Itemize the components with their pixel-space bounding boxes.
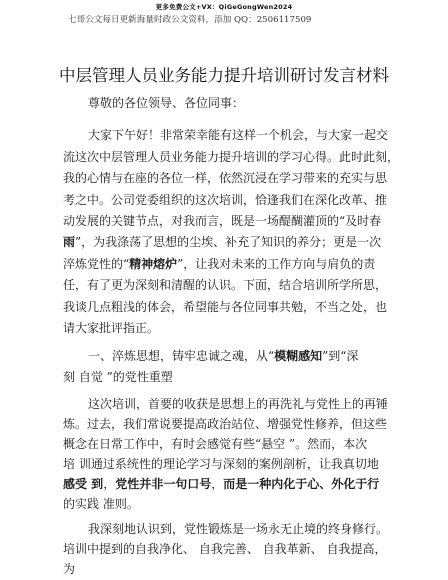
- emphasis-text: 感受 到: [63, 477, 104, 491]
- text-segment: ，: [211, 477, 224, 491]
- body-line: [63, 417, 387, 431]
- body-line: [63, 437, 367, 451]
- text-segment: 概念在日常工作中，有时会感觉有些“悬空 ”。然而，本次: [63, 437, 368, 451]
- text-segment: 我的心情与在座的各位一样，依然沉浸在学习带来的充实与思: [63, 171, 388, 185]
- text-segment: 我谈几点粗浅的体会，希望能与各位同事共勉，不当之处，也: [63, 300, 388, 314]
- body-line: [63, 457, 379, 471]
- text-segment: 动发展的关键节点，对我而言，既是一场醍醐灌顶的“及时春: [63, 214, 382, 228]
- text-segment: 任，有了更为深刻和清醒的认识。下面，结合培训所学所思，: [63, 278, 388, 292]
- body-line: [63, 278, 387, 292]
- body-line: [88, 128, 388, 142]
- emphasis-text: 精神熔炉: [129, 257, 178, 271]
- body-line: [63, 477, 379, 491]
- emphasis-text: 党性并非一句口号: [115, 477, 212, 491]
- text-segment: 流这次中层管理人员业务能力提升培训的学习心得。此时此刻，: [63, 150, 400, 164]
- text-segment: 淬炼党性的“: [63, 257, 130, 271]
- body-line: [63, 542, 386, 556]
- body-line: [88, 522, 388, 536]
- text-segment: 这次培训，首要的收获是思想上的再洗礼与党性上的再锤: [88, 397, 389, 411]
- text-segment: 请大家批评指正。: [63, 321, 160, 335]
- body-line: [63, 150, 399, 164]
- text-segment: ，: [103, 477, 116, 491]
- emphasis-text: 模糊感知: [274, 349, 323, 363]
- body-line: [63, 300, 387, 314]
- text-segment: 刻 自觉 ”的党性重塑: [63, 370, 173, 384]
- body-line: [63, 497, 139, 511]
- text-segment: 考之中。公司党委组织的这次培训，恰逢我们在深化改革、推: [63, 193, 388, 207]
- section-heading: [88, 349, 358, 363]
- text-segment: 炼。过去，我们常说要提高政治站位、增强党性修养，但这些: [63, 417, 388, 431]
- text-segment: 的实践 准则。: [63, 497, 139, 511]
- text-segment: 大家下午好！非常荣幸能有这样一个机会，与大家一起交: [88, 128, 389, 142]
- section-heading: [63, 370, 173, 384]
- text-segment: 我深刻地认识到，党性锻炼是一场永无止境的终身修行。: [88, 522, 389, 536]
- body-line: [88, 397, 388, 411]
- emphasis-text: 而是一种内化于心、外化于行: [223, 477, 380, 491]
- body-line: [63, 562, 75, 576]
- body-line: [63, 257, 375, 271]
- text-segment: 培训中提到的自我净化、 自我完善、 自我革新、 自我提高，: [63, 542, 387, 556]
- body-line: [63, 171, 387, 185]
- text-segment: 培 训通过系统性的理论学习与深刻的案例剖析，让我真切地: [63, 457, 379, 471]
- promo-note: 更多免费公文+VX：QiGeGongWen2024: [155, 3, 293, 11]
- emphasis-text: 雨: [63, 235, 76, 249]
- text-segment: ”到“深: [322, 349, 359, 363]
- header-note: 七哥公文每日更新海量时政公文资料，添加 QQ：2506117509: [68, 15, 312, 25]
- text-segment: ”，让我对未来的工作方向与肩负的责: [177, 257, 376, 271]
- text-segment: 尊敬的各位领导、各位同事：: [88, 96, 245, 110]
- text-segment: 一、淬炼思想，铸牢忠诚之魂，从“: [88, 349, 275, 363]
- body-line: [63, 235, 381, 249]
- text-segment: ”，为我涤荡了思想的尘埃、补充了知识的养分；更是一次: [75, 235, 382, 249]
- body-line: [63, 321, 159, 335]
- document-title: 中层管理人员业务能力提升培训研讨发言材料: [59, 66, 389, 85]
- body-line: [63, 214, 381, 228]
- body-line: [63, 193, 387, 207]
- text-segment: 为: [63, 562, 76, 576]
- salutation-line: [88, 96, 244, 110]
